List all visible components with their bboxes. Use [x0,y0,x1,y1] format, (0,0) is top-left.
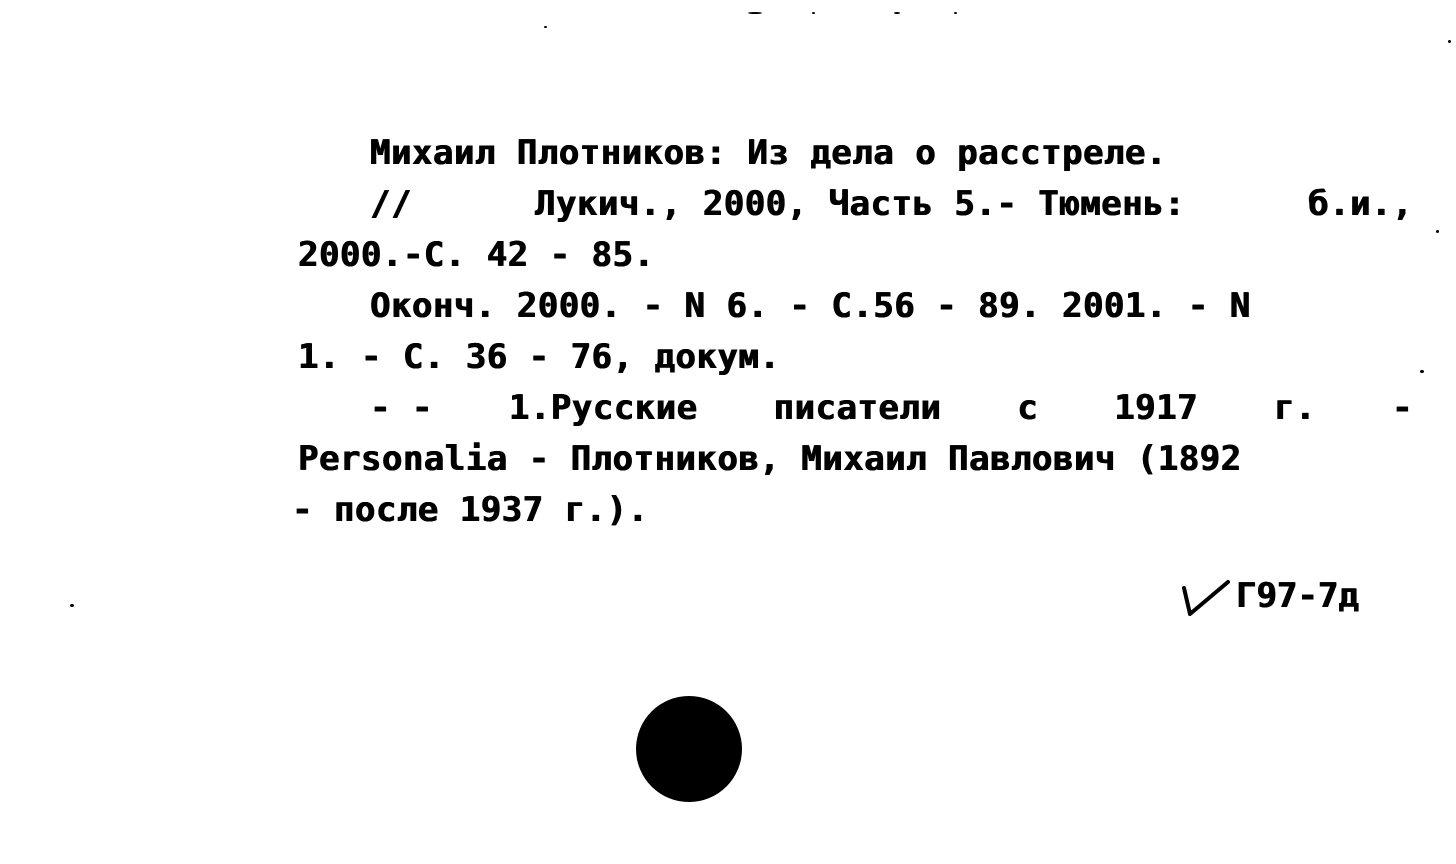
scan-speck [894,12,900,14]
entry-source-line [370,179,1413,230]
personalia-line: Personalia - Плотников, Михаил Павлович (1892 [298,439,1242,479]
punch-hole [636,696,742,802]
subject-heading-line [370,383,1413,434]
personalia-dates-line: - после 1937 г.). [292,490,649,530]
scan-speck [1420,370,1424,373]
subject-year-abbr: г. [1274,388,1317,428]
scan-speck [812,12,815,14]
check-mark-icon [1180,574,1232,618]
entry-continuation-end-line: 1. - С. 36 - 76, докум. [298,337,781,377]
subject-word-3: с [1017,388,1039,428]
subject-year: 1917 [1114,388,1199,428]
shelf-mark [1180,574,1359,618]
scan-speck [748,12,762,14]
subject-word-2: писатели [773,388,942,428]
scan-speck [1436,230,1439,233]
subject-trailing-dash: - [1391,388,1413,428]
shelf-mark-code: Г97-7д [1236,576,1359,616]
scan-speck [70,604,74,607]
subject-word-1: 1.Русские [508,388,698,428]
source-publisher: б.и., [1308,184,1413,224]
scan-speck [1448,40,1451,43]
source-title: Лукич., 2000, Часть 5.- Тюмень: [535,184,1186,224]
scan-speck [954,12,957,14]
subject-dash: - - [370,388,433,428]
scan-speck [544,26,547,28]
entry-continuation-line: Оконч. 2000. - N 6. - С.56 - 89. 2001. - N [370,286,1251,326]
entry-pages-line: 2000.-С. 42 - 85. [298,235,655,275]
source-separator: // [370,184,412,224]
entry-title-line: Михаил Плотников: Из дела о расстреле. [370,133,1167,173]
